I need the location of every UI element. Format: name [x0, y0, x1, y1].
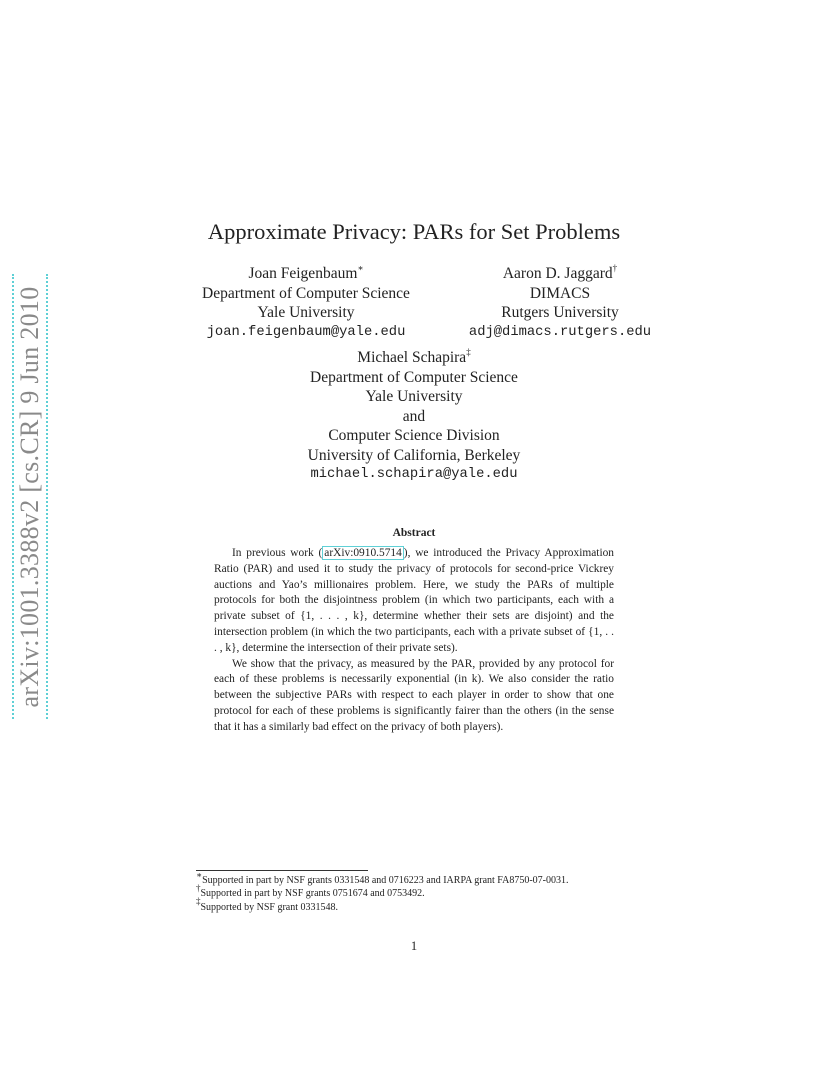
author-name: Aaron D. Jaggard† — [502, 262, 618, 282]
footnote: †Supported in part by NSF grants 0751674 and 0753492. — [196, 882, 425, 900]
stamp-border-left — [12, 274, 14, 719]
arxiv-reference-link[interactable]: arXiv:0910.5714 — [324, 547, 402, 559]
abstract-heading: Abstract — [392, 527, 436, 539]
author-affiliation: DIMACS — [529, 284, 591, 302]
author-affiliation: Yale University — [365, 388, 463, 405]
page-number: 1 — [410, 939, 418, 953]
author-email[interactable]: joan.feigenbaum@yale.edu — [206, 324, 406, 340]
author-affiliation: Department of Computer Science — [202, 284, 410, 302]
author-affiliation: and — [402, 407, 426, 425]
paper-title: Approximate Privacy: PARs for Set Problems — [207, 219, 621, 244]
author-email[interactable]: adj@dimacs.rutgers.edu — [468, 324, 652, 340]
arxiv-stamp — [12, 274, 48, 719]
author-block-3 — [264, 348, 564, 485]
arxiv-identifier: arXiv:1001.3388v2 [cs.CR] 9 Jun 2010 — [15, 286, 44, 707]
author-name: Joan Feigenbaum∗ — [248, 262, 364, 282]
author-email[interactable]: michael.schapira@yale.edu — [310, 467, 518, 482]
footnotes — [196, 869, 676, 914]
author-affiliation: Department of Computer Science — [310, 368, 518, 386]
author-name: Michael Schapira‡ — [357, 346, 471, 366]
abstract-paragraph-1: In previous work ( arXiv:0910.5714 ), we introduced the Privacy Approximation Ratio (PAR) and used it to study the privacy of protocols for second-price Vickrey auctions and Yao’s millionaires problem. Here, we study the PARs of multiple protocols for both the disjointness problem (in which two participants, each with a private subset of {1, . . . , k}, determine whether their sets are disjoint) and the intersection problem (in which the two participants, each with a private subset of {1, . . . , k}, determine the intersection of their private sets). — [214, 547, 614, 654]
footnote-rule — [196, 870, 368, 871]
footnote: ‡Supported by NSF grant 0331548. — [196, 896, 338, 913]
author-affiliation: University of California, Berkeley — [307, 446, 521, 464]
abstract-body — [214, 546, 614, 736]
author-affiliation: Yale University — [257, 304, 355, 321]
footnote: ∗Supported in part by NSF grants 0331548 and 0716223 and IARPA grant FA8750-07-0031. — [196, 869, 569, 886]
author-affiliation: Computer Science Division — [328, 427, 500, 444]
author-block-2 — [440, 264, 680, 342]
author-affiliation: Rutgers University — [501, 304, 619, 321]
author-block-1 — [176, 264, 436, 342]
stamp-border-right — [46, 274, 48, 719]
abstract-paragraph-2: We show that the privacy, as measured by the PAR, provided by any protocol for each of these problems is necessarily exponential (in k). We also consider the ratio between the subjective PARs with respect to each player in order to show that one protocol for each of these problems is significantly fairer than the others (in the sense that it has a similarly bad effect on the privacy of both players). — [214, 657, 614, 733]
